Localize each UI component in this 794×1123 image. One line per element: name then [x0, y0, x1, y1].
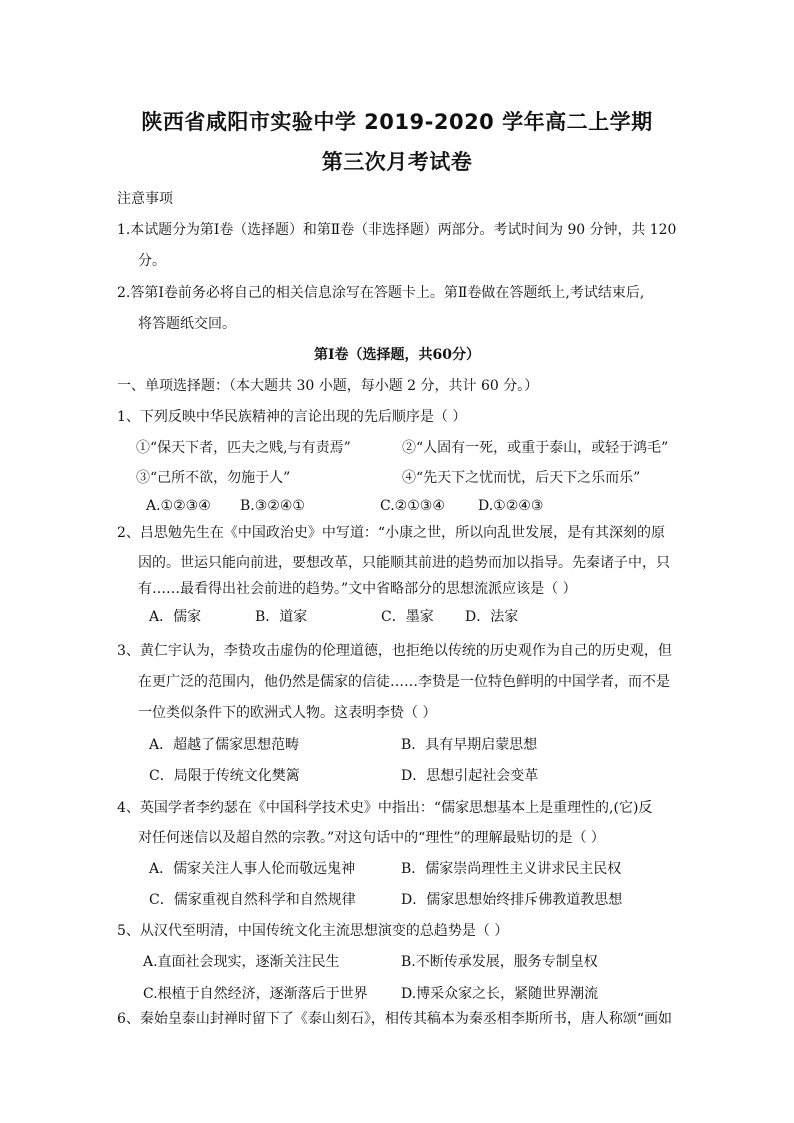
question-1-statement-2: ②“人固有一死，或重于泰山，或轻于鸿毛”	[402, 440, 669, 456]
question-1-option-d: D.①②④③	[478, 498, 544, 514]
question-2-option-d: D．法家	[465, 609, 519, 625]
part-instructions: 一、单项选择题：（本大题共 30 小题，每小题 2 分，共计 60 分。）	[117, 378, 539, 394]
question-1-statement-1: ①“保天下者，匹夫之贱,与有责焉”	[136, 440, 351, 456]
question-1-statement-3: ③“己所不欲，勿施于人”	[136, 470, 291, 486]
question-2-option-a: A．儒家	[149, 609, 202, 625]
question-3-line3: 一位类似条件下的欧洲式人物。这表明李贽（ ）	[138, 705, 437, 721]
exam-title-line1: 陕西省咸阳市实验中学 2019-2020 学年高二上学期	[141, 110, 653, 134]
note-1-line2: 分。	[138, 253, 166, 269]
question-3-option-c: C．局限于传统文化樊篱	[149, 768, 300, 784]
question-1-option-a: A.①②③④	[146, 498, 211, 514]
question-1-statement-4: ④“先天下之忧而忧，后天下之乐而乐”	[402, 470, 641, 486]
question-4-option-a: A．儒家关注人事人伦而敬远鬼神	[149, 861, 356, 877]
question-2-option-b: B．道家	[255, 609, 308, 625]
question-3-option-a: A．超越了儒家思想范畴	[149, 737, 300, 753]
question-6-line1: 6、秦始皇泰山封禅时留下了《泰山刻石》，相传其稿本为秦丞相李斯所书，唐人称颂“画如	[117, 1011, 673, 1027]
question-2-line1: 2、吕思勉先生在《中国政治史》中写道：“小康之世，所以向乱世发展，是有其深刻的原	[117, 525, 666, 541]
question-4-option-d: D．儒家思想始终排斥佛教道教思想	[401, 892, 623, 908]
question-4-option-c: C．儒家重视自然科学和自然规律	[149, 892, 356, 908]
question-1-option-c: C.②①③④	[380, 498, 445, 514]
note-1-line1: 1.本试题分为第Ⅰ卷（选择题）和第Ⅱ卷（非选择题）两部分。考试时间为 90 分钟，共 120	[117, 222, 677, 238]
question-3-option-b: B．具有早期启蒙思想	[401, 737, 538, 753]
question-5-option-c: C.根植于自然经济，逐渐落后于世界	[143, 986, 368, 1002]
notes-heading: 注意事项	[117, 191, 173, 207]
question-2-line2: 因的。世运只能向前进，要想改革，只能顺其前进的趋势而加以指导。先秦诸子中，只	[138, 555, 670, 571]
question-3-option-d: D．思想引起社会变革	[401, 768, 539, 784]
question-4-option-b: B．儒家崇尚理性主义讲求民主民权	[401, 861, 622, 877]
exam-title-line2: 第三次月考试卷	[321, 150, 473, 174]
question-1-stem: 1、下列反映中华民族精神的言论出现的先后顺序是（ ）	[117, 409, 467, 425]
question-2-line3: 有……最看得出社会前进的趋势。”文中省略部分的思想流派应该是（ ）	[138, 581, 577, 597]
question-1-option-b: B.③②④①	[240, 498, 305, 514]
note-2-line1: 2.答第Ⅰ卷前务必将自己的相关信息涂写在答题卡上。第Ⅱ卷做在答题纸上,考试结束后,	[117, 285, 645, 301]
question-5-option-d: D.博采众家之长，紧随世界潮流	[401, 986, 599, 1002]
note-2-line2: 将答题纸交回。	[138, 316, 236, 332]
question-2-option-c: C．墨家	[381, 609, 434, 625]
question-5-stem: 5、从汉代至明清，中国传统文化主流思想演变的总趋势是（ ）	[117, 923, 509, 939]
question-3-line1: 3、黄仁宇认为，李贽攻击虚伪的伦理道德，也拒绝以传统的历史观作为自己的历史观，但	[117, 643, 672, 659]
question-5-option-b: B.不断传承发展，服务专制皇权	[401, 954, 598, 970]
question-4-line1: 4、英国学者李约瑟在《中国科学技术史》中指出：“儒家思想基本上是重理性的,(它)反	[117, 800, 653, 816]
question-3-line2: 在更广泛的范围内，他仍然是儒家的信徒……李贽是一位特色鲜明的中国学者，而不是	[138, 674, 670, 690]
question-5-option-a: A.直面社会现实，逐渐关注民生	[143, 954, 340, 970]
question-4-line2: 对任何迷信以及超自然的宗教。”对这句话中的“理性”的理解最贴切的是（ ）	[138, 830, 605, 846]
section-title: 第Ⅰ卷（选择题，共60分）	[313, 347, 481, 363]
